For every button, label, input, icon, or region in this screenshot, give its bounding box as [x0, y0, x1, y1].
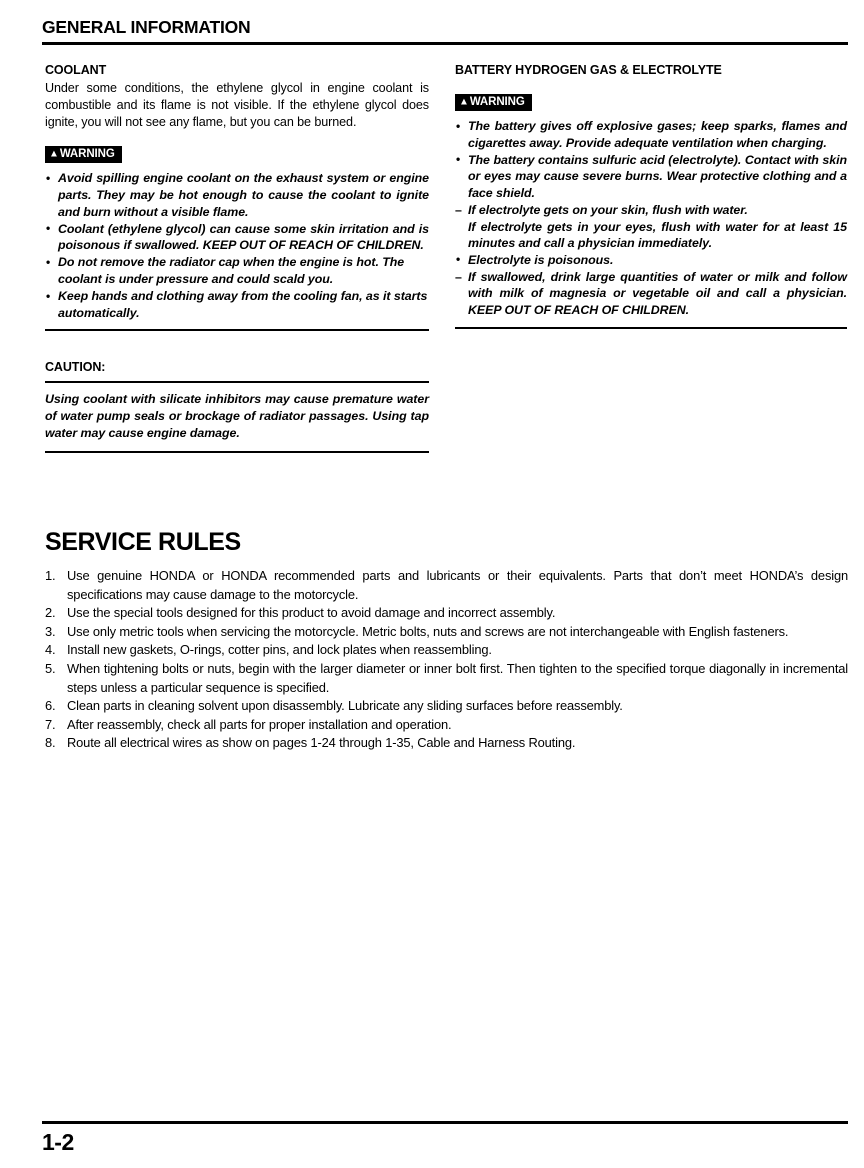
caution-block [45, 359, 429, 453]
service-rule-item [45, 697, 848, 716]
warning-item: • Coolant (ethylene glycol) can cause some skin irritation and is poisonous if swallowed. KEEP OUT OF REACH OF CHILDREN. [45, 221, 429, 254]
coolant-warning-header [45, 146, 429, 163]
service-rule-item [45, 660, 848, 697]
warning-badge-label: WARNING [469, 96, 525, 108]
service-rules-section [45, 527, 848, 753]
rule-text: Use genuine HONDA or HONDA recommended parts and lubricants or their equivalents. Parts that don’t meet HONDA’s design specifications may cause damage to the motorcycle. [67, 568, 848, 602]
warning-item: • Avoid spilling engine coolant on the exhaust system or engine parts. They may be hot enough to cause the coolant to ignite and burn without a visible flame. [45, 170, 429, 220]
caution-text: Using coolant with silicate inhibitors may cause premature water of water pump seals or brockage of radiator passages. Using tap water may cause engine damage. [45, 392, 429, 441]
rule-number: 7. [45, 716, 56, 732]
service-rule-item [45, 734, 848, 753]
battery-warning-sublist-1 [455, 202, 847, 252]
rule-text: Use the special tools designed for this product to avoid damage and incorrect assembly. [67, 605, 556, 621]
service-rule-item [45, 604, 848, 623]
battery-warning-list-2 [455, 252, 847, 269]
warning-item: • Keep hands and clothing away from the cooling fan, as it starts automatically. [45, 288, 429, 321]
caution-title: CAUTION: [45, 360, 106, 375]
rule-number: 8. [45, 735, 56, 751]
rule-text: After reassembly, check all parts for proper installation and operation. [67, 716, 452, 732]
rule-number: 3. [45, 623, 56, 639]
warning-sub-item: – If swallowed, drink large quantities of water or milk and follow with milk of magnesia or vegetable oil and call a physician. KEEP OUT OF REACH OF CHILDREN. [455, 269, 847, 319]
left-column [45, 62, 429, 453]
coolant-heading: COOLANT [45, 63, 107, 77]
coolant-warning-body [45, 170, 429, 331]
service-rule-item [45, 641, 848, 660]
rule-number: 6. [45, 698, 56, 714]
caution-top-divider [45, 381, 429, 383]
rule-text: Clean parts in cleaning solvent upon disassembly. Lubricate any sliding surfaces before reassembly. [67, 698, 623, 714]
service-rules-list [45, 567, 848, 753]
rule-text: Install new gaskets, O-rings, cotter pins, and lock plates when reassembling. [67, 642, 492, 658]
rule-text: When tightening bolts or nuts, begin with the larger diameter or inner bolt first. Then tighten to the specified torque diagonally in incremental steps unless a particular sequence is specified. [67, 660, 848, 695]
page-number: 1-2 [42, 1129, 74, 1155]
header-divider [42, 42, 848, 45]
rule-text: Route all electrical wires as show on pages 1-24 through 1-35, Cable and Harness Routing. [67, 735, 576, 751]
warning-item: • Do not remove the radiator cap when the engine is hot. The coolant is under pressure and could scald you. [45, 254, 429, 287]
page-title: GENERAL INFORMATION [42, 17, 251, 37]
battery-warning-header [455, 94, 847, 111]
service-rule-item [45, 716, 848, 735]
warning-triangle-icon: ▲ [49, 148, 59, 160]
warning-item: • The battery gives off explosive gases; keep sparks, flames and cigarettes away. Provide adequate ventilation when charging. [455, 118, 847, 151]
right-column [455, 62, 847, 329]
warning-sub-item: If electrolyte gets in your eyes, flush with water for at least 15 minutes and call a physician immediately. [468, 219, 847, 251]
battery-heading: BATTERY HYDROGEN GAS & ELECTROLYTE [455, 63, 722, 77]
footer-divider [42, 1121, 848, 1124]
caution-bottom-divider [45, 451, 429, 453]
battery-warning-sublist-2 [455, 269, 847, 319]
rule-number: 4. [45, 642, 56, 658]
warning-sub-item: – If electrolyte gets on your skin, flush with water. [455, 202, 847, 219]
warning-badge [455, 94, 532, 111]
rule-number: 2. [45, 605, 56, 621]
warning-badge-label: WARNING [59, 148, 115, 161]
service-rule-item [45, 623, 848, 642]
coolant-paragraph: Under some conditions, the ethylene glycol in engine coolant is combustible and its flame is not visible. If the ethylene glycol does ignite, you will not see any flame, but you can be burned. [45, 81, 429, 129]
warning-badge [45, 146, 122, 163]
battery-warning-list [455, 118, 847, 201]
coolant-warning-list [45, 170, 429, 321]
service-rules-title: SERVICE RULES [45, 528, 241, 556]
battery-warning-bottom-divider [455, 327, 847, 329]
rule-text: Use only metric tools when servicing the motorcycle. Metric bolts, nuts and screws are not interchangeable with English fasteners. [67, 623, 789, 639]
warning-triangle-icon: ▲ [459, 96, 469, 108]
service-rule-item [45, 567, 848, 604]
coolant-warning-bottom-divider [45, 329, 429, 331]
warning-item: • The battery contains sulfuric acid (electrolyte). Contact with skin or eyes may cause severe burns. Wear protective clothing and a face shield. [455, 152, 847, 202]
rule-number: 1. [45, 568, 56, 583]
battery-warning-body [455, 118, 847, 329]
page-header [42, 16, 848, 38]
rule-number: 5. [45, 660, 56, 676]
warning-item: • Electrolyte is poisonous. [455, 252, 847, 269]
